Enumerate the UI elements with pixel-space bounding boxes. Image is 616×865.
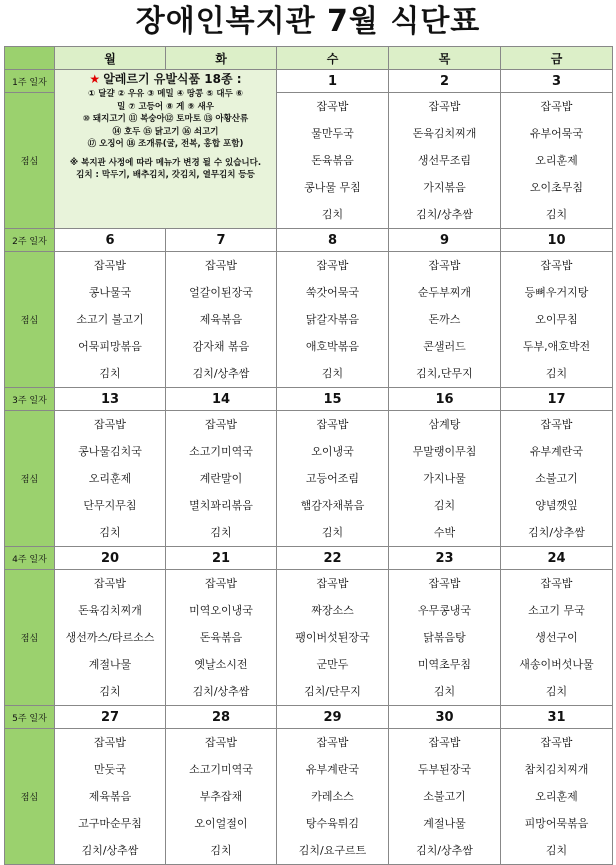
menu-item: 오리훈제: [535, 154, 578, 167]
week-label: 4주 일자: [5, 547, 55, 570]
meal-label: 점심: [5, 729, 55, 865]
menu-item: 돈육볶음: [199, 631, 243, 644]
menu-item: 콘샐러드: [423, 340, 466, 353]
menu-cell: [277, 570, 389, 706]
menu-item: 물만두국: [311, 127, 354, 140]
meal-label: 점심: [5, 252, 55, 388]
menu-item: 잡곡밥: [316, 100, 349, 113]
menu-item: 김치/상추쌈: [528, 526, 585, 539]
menu-item: 햄감자채볶음: [300, 499, 365, 512]
week-label: 1주 일자: [5, 70, 55, 93]
menu-item: 소불고기: [535, 472, 578, 485]
menu-item: 참치김치찌개: [524, 763, 589, 776]
menu-item: 김치: [99, 367, 121, 380]
allergy-line: 밀 ⑦ 고등어 ⑧ 게 ⑨ 새우: [117, 101, 214, 112]
menu-cell: [166, 252, 277, 388]
menu-item: 김치: [545, 685, 568, 698]
menu-item: 잡곡밥: [540, 418, 573, 431]
day-header-row: [5, 47, 613, 70]
date-cell: 23: [389, 547, 501, 570]
meal-row: [5, 729, 613, 865]
menu-item: 피망어묵볶음: [524, 817, 589, 830]
menu-item: 소고기 불고기: [76, 313, 144, 326]
menu-item: 콩나물 무침: [304, 181, 361, 194]
date-cell: 31: [501, 706, 613, 729]
menu-item: 잡곡밥: [94, 259, 126, 272]
meal-row: [5, 252, 613, 388]
allergy-line: ⑰ 오징어 ⑱ 조개류(굴, 전복, 홍합 포함): [87, 139, 244, 149]
menu-cell: [277, 729, 389, 865]
menu-item: 잡곡밥: [540, 577, 573, 590]
menu-cell: [55, 729, 166, 865]
menu-item: 우무콩냉국: [417, 604, 472, 617]
menu-item: 얼갈이된장국: [189, 286, 253, 299]
week-date-row: [5, 706, 613, 729]
menu-item: 잡곡밥: [316, 736, 349, 749]
menu-cell: [166, 570, 277, 706]
menu-item: 단무지무침: [83, 499, 137, 512]
date-cell: 10: [501, 229, 613, 252]
week-date-row: [5, 229, 613, 252]
menu-item: 김치: [321, 367, 344, 380]
date-cell: 15: [277, 388, 389, 411]
date-cell: 13: [55, 388, 166, 411]
menu-cell: [277, 411, 389, 547]
day-header: 화: [166, 47, 277, 70]
menu-item: 쑥갓어묵국: [305, 286, 360, 299]
menu-item: 새송이버섯나물: [519, 658, 594, 671]
menu-item: 오리훈제: [88, 472, 132, 485]
menu-item: 만둣국: [94, 763, 126, 776]
menu-item: 잡곡밥: [428, 577, 461, 590]
menu-item: 김치: [545, 844, 568, 857]
allergy-line: ⑭ 호두 ⑮ 닭고기 ⑯ 쇠고기: [112, 126, 219, 137]
menu-cell: [501, 252, 613, 388]
date-cell: 17: [501, 388, 613, 411]
menu-item: 잡곡밥: [205, 577, 237, 590]
menu-item: 잡곡밥: [428, 259, 461, 272]
meal-row: [5, 570, 613, 706]
menu-item: 생선무조림: [417, 154, 472, 167]
menu-item: 돈육김치찌개: [412, 127, 477, 140]
menu-item: 김치: [99, 685, 121, 698]
menu-item: 김치: [321, 208, 344, 221]
menu-item: 유부계란국: [529, 445, 584, 458]
menu-cell: [501, 570, 613, 706]
menu-item: 삼계탕: [428, 418, 461, 431]
menu-item: 소고기 무국: [528, 604, 585, 617]
menu-cell: [166, 411, 277, 547]
menu-item: 소고기미역국: [189, 445, 253, 458]
menu-cell: [277, 93, 389, 229]
menu-item: 콩나물김치국: [78, 445, 142, 458]
menu-item: 탕수육튀김: [305, 817, 360, 830]
menu-item: 잡곡밥: [540, 736, 573, 749]
menu-item: 김치: [210, 526, 232, 539]
menu-item: 감자채 볶음: [192, 340, 250, 353]
menu-item: 미역초무침: [417, 658, 472, 671]
menu-cell: [389, 252, 501, 388]
menu-item: 잡곡밥: [205, 259, 237, 272]
menu-item: 생선구이: [535, 631, 578, 644]
menu-item: 애호박볶음: [305, 340, 360, 353]
date-cell: 22: [277, 547, 389, 570]
menu-item: 수박: [433, 526, 456, 539]
menu-item: 짜장소스: [311, 604, 354, 617]
menu-item: 김치: [321, 526, 344, 539]
menu-item: 잡곡밥: [428, 736, 461, 749]
menu-item: 무말랭이무침: [412, 445, 477, 458]
menu-item: 계절나물: [423, 817, 466, 830]
menu-item: 오이냉국: [311, 445, 354, 458]
page-title: 장애인복지관 7월 식단표: [135, 4, 481, 39]
menu-item: 닭갈자볶음: [305, 313, 360, 326]
date-cell: 1: [277, 70, 389, 93]
menu-cell: [501, 93, 613, 229]
menu-item: 유부계란국: [305, 763, 360, 776]
menu-item: 김치/단무지: [304, 685, 361, 698]
date-cell: 6: [55, 229, 166, 252]
menu-item: 순두부찌개: [417, 286, 472, 299]
menu-item: 김치: [99, 526, 121, 539]
menu-item: 옛날소시전: [194, 658, 248, 671]
menu-item: 돈육김치찌개: [78, 604, 142, 617]
menu-item: 잡곡밥: [316, 259, 349, 272]
menu-item: 소고기미역국: [189, 763, 253, 776]
menu-item: 양념깻잎: [535, 499, 578, 512]
menu-item: 두부,애호박전: [522, 340, 591, 353]
menu-item: 닭볶음탕: [423, 631, 466, 644]
date-cell: 29: [277, 706, 389, 729]
menu-item: 김치/상추쌈: [192, 367, 250, 380]
menu-item: 가지나물: [423, 472, 466, 485]
menu-item: 돈까스: [428, 313, 461, 326]
menu-item: 김치/상추쌈: [416, 208, 473, 221]
week-label: 3주 일자: [5, 388, 55, 411]
date-cell: 27: [55, 706, 166, 729]
menu-item: 오이얼절이: [194, 817, 248, 830]
allergy-info: [55, 70, 277, 229]
menu-item: 어묵피망볶음: [78, 340, 142, 353]
meal-label: 점심: [5, 411, 55, 547]
menu-item: 계절나물: [88, 658, 132, 671]
day-header: 목: [389, 47, 501, 70]
menu-item: 잡곡밥: [428, 100, 461, 113]
menu-item: 팽이버섯된장국: [295, 631, 370, 644]
menu-item: 제육볶음: [88, 790, 132, 803]
menu-item: 김치/상추쌈: [416, 844, 473, 857]
menu-item: 김치/상추쌈: [81, 844, 139, 857]
menu-item: 두부된장국: [417, 763, 472, 776]
date-cell: 24: [501, 547, 613, 570]
menu-item: 김치: [433, 499, 456, 512]
menu-item: 김치: [545, 367, 568, 380]
menu-cell: [55, 570, 166, 706]
menu-item: 오이초무침: [529, 181, 584, 194]
menu-item: 고등어조림: [305, 472, 360, 485]
date-cell: 3: [501, 70, 613, 93]
menu-item: 계란말이: [199, 472, 243, 485]
menu-cell: [277, 252, 389, 388]
date-cell: 30: [389, 706, 501, 729]
menu-item: 소불고기: [423, 790, 466, 803]
day-header: 월: [55, 47, 166, 70]
menu-item: 멸치꽈리볶음: [189, 499, 253, 512]
meal-label: 점심: [5, 93, 55, 229]
menu-item: 미역오이냉국: [189, 604, 253, 617]
meal-label: 점심: [5, 570, 55, 706]
meal-table: [4, 46, 613, 865]
menu-item: 잡곡밥: [205, 418, 237, 431]
date-cell: 9: [389, 229, 501, 252]
menu-item: 유부어묵국: [529, 127, 584, 140]
menu-item: 부추잡채: [199, 790, 243, 803]
menu-cell: [389, 93, 501, 229]
menu-item: 등뼈우거지탕: [524, 286, 589, 299]
week-label: 5주 일자: [5, 706, 55, 729]
menu-item: 김치,단무지: [416, 367, 473, 380]
date-cell: 14: [166, 388, 277, 411]
date-cell: 28: [166, 706, 277, 729]
menu-item: 콩나물국: [88, 286, 132, 299]
day-header: 금: [501, 47, 613, 70]
date-cell: 21: [166, 547, 277, 570]
date-cell: 20: [55, 547, 166, 570]
date-cell: 8: [277, 229, 389, 252]
menu-item: 김치: [545, 208, 568, 221]
menu-item: 김치: [433, 685, 456, 698]
menu-item: 가지볶음: [423, 181, 466, 194]
week-date-row: [5, 388, 613, 411]
menu-item: 고구마순무침: [78, 817, 142, 830]
menu-item: 돈육볶음: [311, 154, 354, 167]
day-header: 수: [277, 47, 389, 70]
menu-cell: [389, 411, 501, 547]
menu-item: 잡곡밥: [540, 100, 573, 113]
menu-cell: [389, 729, 501, 865]
menu-item: 카레소스: [311, 790, 354, 803]
meal-row: [5, 411, 613, 547]
date-cell: 16: [389, 388, 501, 411]
menu-item: 잡곡밥: [94, 736, 126, 749]
menu-item: 잡곡밥: [540, 259, 573, 272]
menu-cell: [55, 252, 166, 388]
menu-item: 잡곡밥: [94, 418, 126, 431]
week-label: 2주 일자: [5, 229, 55, 252]
menu-item: 잡곡밥: [94, 577, 126, 590]
date-cell: 7: [166, 229, 277, 252]
menu-item: 오리훈제: [535, 790, 578, 803]
menu-item: 김치/상추쌈: [192, 685, 250, 698]
menu-item: 잡곡밥: [316, 418, 349, 431]
menu-item: 김치: [210, 844, 232, 857]
menu-item: 생선까스/타르소스: [65, 631, 155, 644]
allergy-line: ⑩ 돼지고기 ⑪ 복숭아⑫ 토마토 ⑬ 아황산류: [82, 114, 249, 124]
allergy-line: ① 달걀 ② 우유 ③ 메밀 ④ 땅콩 ⑤ 대두 ⑥: [88, 89, 243, 99]
week-date-row: [5, 547, 613, 570]
menu-item: 잡곡밥: [316, 577, 349, 590]
menu-item: 김치/요구르트: [298, 844, 367, 857]
menu-item: 잡곡밥: [205, 736, 237, 749]
menu-item: 군만두: [316, 658, 349, 671]
allergy-heading-text: 알레르기 유발식품 18종 :: [103, 72, 242, 86]
corner-cell: [5, 47, 55, 70]
menu-item: 오이무침: [535, 313, 578, 326]
date-cell: 2: [389, 70, 501, 93]
star-icon: ★: [89, 72, 101, 86]
menu-cell: [55, 411, 166, 547]
menu-item: 제육볶음: [199, 313, 243, 326]
allergy-heading: [55, 70, 276, 88]
menu-cell: [166, 729, 277, 865]
week-date-row: [5, 70, 613, 93]
kimchi-note: 김치 : 막두기, 배추김치, 갓김치, 열무김치 등등: [76, 169, 255, 180]
menu-cell: [501, 411, 613, 547]
menu-cell: [389, 570, 501, 706]
menu-change-note: ※ 복지관 사정에 따라 메뉴가 변경 될 수 있습니다.: [69, 157, 262, 168]
menu-cell: [501, 729, 613, 865]
